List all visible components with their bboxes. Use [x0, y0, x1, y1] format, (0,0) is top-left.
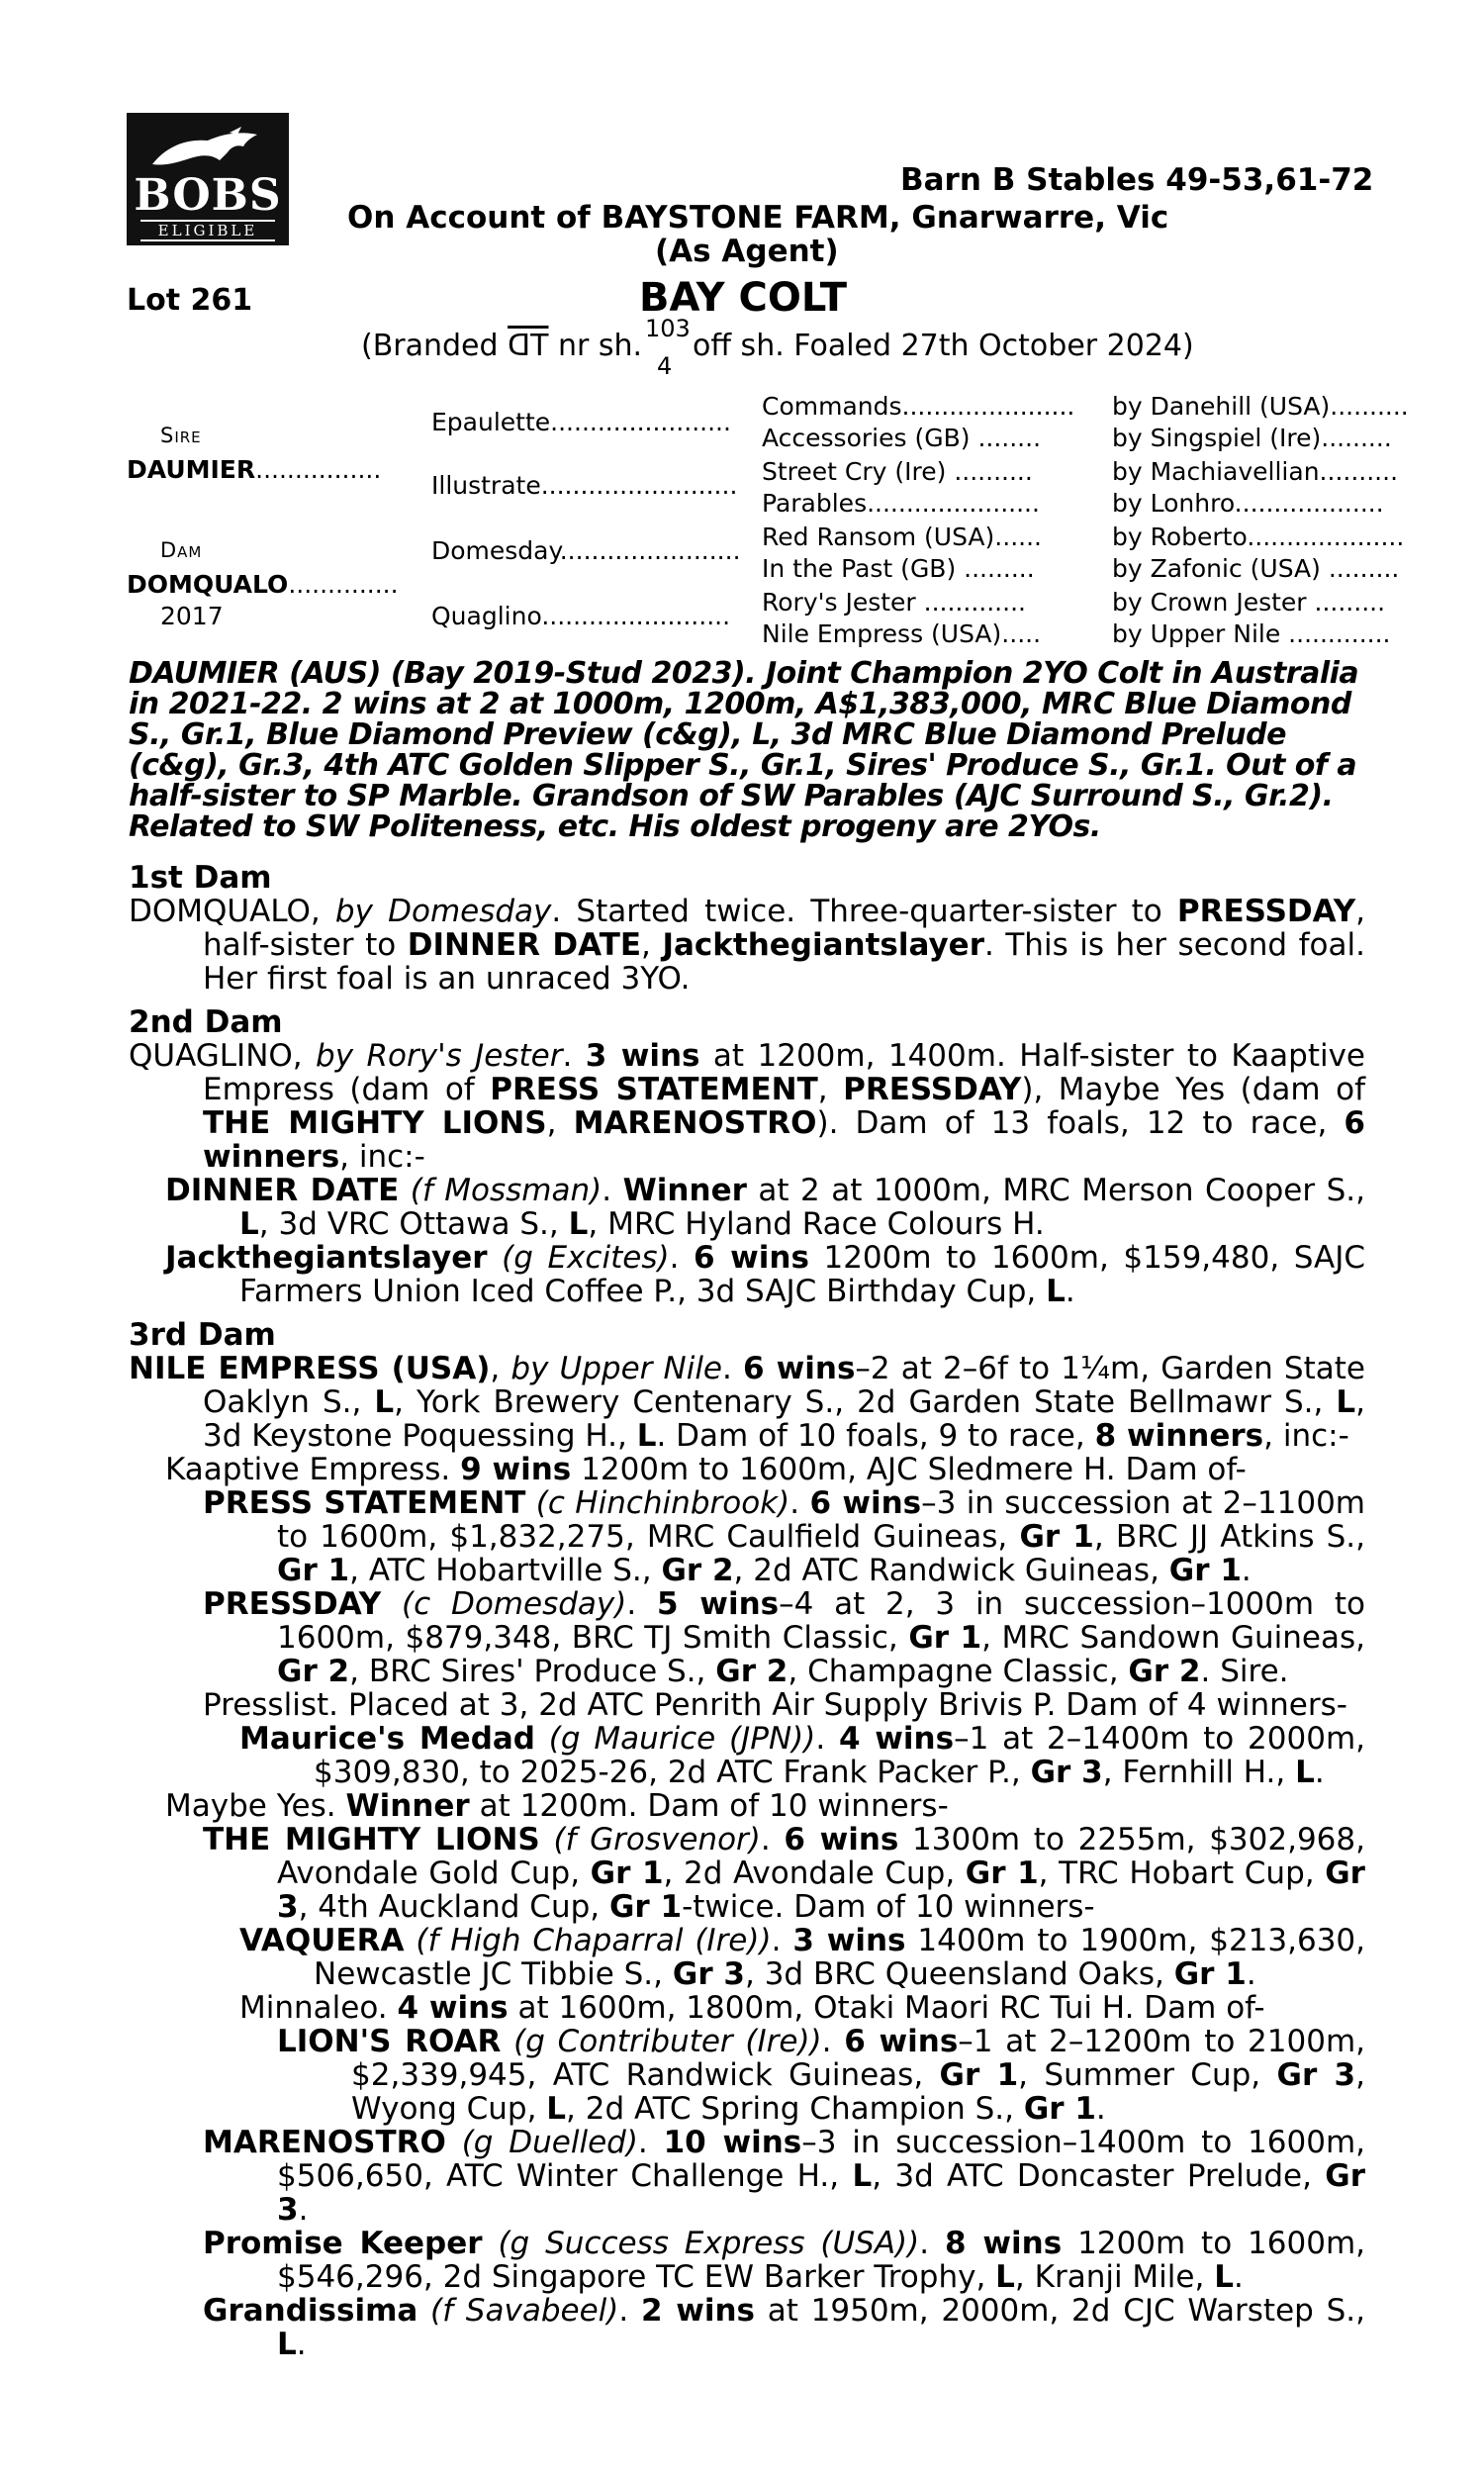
bold-text: Gr 3: [1276, 2057, 1356, 2093]
text-run: .: [618, 2293, 641, 2329]
text-run: –4 at 2, 3 in succession–1000m to 1600m, $879,348, BRC TJ Smith Classic,: [277, 1586, 1365, 1656]
text-run: –2 at 2–6f to 1¼m, Garden State Oaklyn S.,: [203, 1351, 1365, 1420]
italic-text: (g Contributer (Ire)): [513, 2024, 822, 2059]
text-run: 1200m to 1600m, $159,480, SAJC Farmers Union Iced Coffee P., 3d SAJC Birthday Cup,: [239, 1240, 1366, 1309]
bold-text: L: [568, 1206, 589, 1242]
ggp-by-row: by Upper Nile .............: [1112, 619, 1391, 648]
dam-label: Dam: [160, 538, 203, 562]
text-run: .: [789, 1485, 810, 1521]
bold-text: 8 winners: [1094, 1418, 1264, 1454]
ggp-by: by Singspiel (Ire): [1112, 424, 1322, 452]
bold-text: Gr 3: [1030, 1755, 1103, 1790]
family-sections: [129, 861, 1365, 2361]
bold-text: LION'S ROAR: [277, 2024, 502, 2059]
bobs-logo: [127, 113, 289, 245]
text-run: , MRC Sandown Guineas,: [981, 1620, 1365, 1656]
bold-text: Gr 3: [672, 1956, 745, 1992]
sire-summary: DAUMIER (AUS) (Bay 2019-Stud 2023). Joint Champion 2YO Colt in Australia in 2021-22. 2 wins at 2 at 1000m, 1200m, A$1,383,000, MRC Blue Diamond S., Gr.1, Blue Diamond Preview (c&g), L, 3d MRC Blue Diamond Prelude (c&g), Gr.3, 4th ATC Golden Slipper S., Gr.1, Sires' Produce S., Gr.1. Out of a half-sister to SP Marble. Grandson of SW Parables (AJC Surround S., Gr.2). Related to SW Politeness, etc. His oldest progeny are 2YOs.: [129, 656, 1359, 844]
bold-text: 9 wins: [460, 1452, 572, 1487]
text-run: , 2d ATC Randwick Guineas,: [733, 1553, 1169, 1588]
bold-text: Gr 2: [277, 1654, 350, 1689]
text-run: . Started twice. Three-quarter-sister to: [551, 894, 1177, 929]
ggp-name: Parables: [762, 489, 868, 518]
family-entry: [129, 1688, 1365, 1722]
bold-text: 4 wins: [838, 1721, 955, 1757]
ggp-row: Parables......................: [762, 489, 1040, 518]
ggp-name: Red Ransom (USA): [762, 523, 995, 551]
text-run: , half-sister to: [203, 894, 1365, 963]
dam-paragraph: [129, 895, 1365, 996]
first-dam-section: [129, 861, 1365, 996]
brand-foaled: off sh. Foaled 27th October 2024): [693, 329, 1194, 363]
brand-prefix: (Branded: [361, 329, 499, 363]
bold-text: Gr 1: [1023, 2091, 1096, 2127]
family-entry: [129, 1039, 1365, 1174]
text-run: [483, 2226, 499, 2261]
bold-text: 8 wins: [945, 2226, 1063, 2261]
text-run: –1 at 2–1400m to 2000m, $309,830, to 2025-26, 2d ATC Frank Packer P.,: [314, 1721, 1365, 1790]
text-run: , TRC Hobart Cup,: [1038, 1856, 1326, 1891]
family-entry: [129, 1587, 1365, 1688]
bold-text: L: [1336, 1384, 1356, 1420]
text-run: , Fernhill H.,: [1102, 1755, 1296, 1790]
ggp-name: Rory's Jester: [762, 588, 916, 617]
ggp-row: Nile Empress (USA).....: [762, 619, 1042, 648]
ggp-by: by Roberto: [1112, 523, 1248, 551]
text-run: DOMQUALO,: [129, 894, 335, 929]
bold-text: VAQUERA: [239, 1923, 405, 1958]
family-entry: [129, 1789, 1365, 1823]
bold-text: Gr 1: [608, 1889, 683, 1925]
sire-name: DAUMIER: [127, 455, 256, 484]
text-run: [535, 1721, 549, 1757]
text-run: .: [771, 1923, 793, 1958]
ggp-by: by Zafonic (USA): [1112, 554, 1321, 583]
text-run: 1300m to 2255m, $302,968, Avondale Gold Cup,: [277, 1822, 1365, 1891]
text-run: . This is her second foal. Her first foal is an unraced 3YO.: [203, 927, 1365, 997]
family-entry: [129, 1174, 1365, 1241]
italic-text: (g Duelled): [461, 2125, 638, 2160]
text-run: , inc:-: [339, 1139, 425, 1175]
italic-text: by Upper Nile: [510, 1351, 723, 1386]
text-run: .: [602, 1173, 623, 1208]
italic-text: (g Maurice (JPN)): [548, 1721, 816, 1757]
bold-text: Gr 2: [1128, 1654, 1201, 1689]
text-run: .: [1065, 1274, 1075, 1309]
section-heading: 1st Dam: [129, 860, 272, 896]
sire-row: DAUMIER................: [127, 455, 382, 484]
text-run: , 3d BRC Queensland Oaks,: [744, 1956, 1174, 1992]
ggp-row: Accessories (GB) ........: [762, 424, 1042, 452]
bold-text: 6 wins: [694, 1240, 809, 1276]
text-run: 1400m to 1900m, $213,630, Newcastle JC Tibbie S.,: [314, 1923, 1365, 1992]
text-run: Minnaleo.: [239, 1990, 398, 2026]
text-run: , inc:-: [1263, 1418, 1349, 1454]
bold-text: Gr 1: [1019, 1519, 1094, 1555]
text-run: , York Brewery Centenary S., 2d Garden State Bellmawr S.,: [394, 1384, 1337, 1420]
text-run: [488, 1240, 503, 1276]
text-run: ,: [546, 1105, 574, 1141]
family-entry: [129, 1722, 1365, 1789]
italic-text: (g Excites): [502, 1240, 670, 1276]
text-run: , Kranji Mile,: [1014, 2259, 1215, 2295]
text-run: .: [1233, 2259, 1244, 2295]
bold-text: Gr 1: [1168, 1553, 1242, 1588]
text-run: 1200m to 1600m, $546,296, 2d Singapore TC EW Barker Trophy,: [277, 2226, 1365, 2295]
bold-text: 5 wins: [657, 1586, 780, 1622]
text-run: at 1950m, 2000m, 2d CJC Warstep S.,: [755, 2293, 1365, 2329]
sire-label: Sire: [160, 424, 202, 447]
text-run: , BRC Sires' Produce S.,: [349, 1654, 716, 1689]
page-title: BAY COLT: [639, 275, 848, 321]
bold-text: Gr 1: [939, 2057, 1019, 2093]
text-run: , MRC Hyland Race Colours H.: [588, 1206, 1045, 1242]
lot-number: Lot 261: [127, 283, 253, 318]
text-run: , 4th Auckland Cup,: [298, 1889, 609, 1925]
bold-text: Grandissima: [203, 2293, 418, 2329]
bold-text: NILE EMPRESS (USA): [129, 1351, 491, 1386]
bold-text: Jackthegiantslayer: [165, 1240, 488, 1276]
brand-mark: ᗡT: [508, 329, 549, 363]
ggp-by: by Upper Nile: [1112, 619, 1281, 648]
bold-text: L: [546, 2091, 567, 2127]
sire-sire-row: Epaulette.......................: [431, 408, 731, 436]
text-run: , 3d Keystone Poquessing H.,: [203, 1384, 1365, 1454]
text-run: at 2 at 1000m, MRC Merson Cooper S.,: [746, 1173, 1366, 1208]
ggp-by: by Crown Jester: [1112, 588, 1307, 617]
bold-text: 6 wins: [784, 1822, 899, 1857]
bold-text: L: [239, 1206, 259, 1242]
bold-text: 3 wins: [792, 1923, 906, 1958]
text-run: .: [815, 1721, 839, 1757]
text-run: .: [919, 2226, 945, 2261]
family-entry: [129, 2227, 1365, 2294]
text-run: QUAGLINO,: [129, 1038, 317, 1074]
text-run: [501, 2024, 513, 2059]
text-run: . Dam of 10 foals, 9 to race,: [656, 1418, 1095, 1454]
italic-text: (f Mossman): [410, 1173, 603, 1208]
bold-text: 2 wins: [640, 2293, 756, 2329]
family-entry: [129, 1924, 1365, 1991]
italic-text: (f High Chaparral (Ire)): [416, 1923, 772, 1958]
vendor-account: On Account of BAYSTONE FARM, Gnarwarre, Vic: [347, 200, 1169, 236]
italic-text: (f Grosvenor): [553, 1822, 761, 1857]
horse-head-icon: [146, 125, 269, 170]
bold-text: L: [1214, 2259, 1234, 2295]
text-run: at 1200m. Dam of 10 winners-: [469, 1788, 949, 1824]
bold-text: Winner: [622, 1173, 747, 1208]
family-entry: [129, 1352, 1365, 1453]
bold-text: 6 wins: [743, 1351, 856, 1386]
text-run: , 3d VRC Ottawa S.,: [258, 1206, 569, 1242]
bold-text: Gr 2: [715, 1654, 788, 1689]
stables-location: Barn B Stables 49-53,61-72: [900, 162, 1374, 198]
bold-text: 6 winners: [203, 1105, 1365, 1175]
section-heading: 3rd Dam: [129, 1317, 276, 1353]
logo-subtext: ELIGIBLE: [140, 220, 275, 241]
bold-text: PRESSDAY: [1176, 894, 1356, 929]
bold-text: Gr 1: [1173, 1956, 1247, 1992]
bold-text: L: [1046, 1274, 1066, 1309]
text-run: Kaaptive Empress.: [165, 1452, 461, 1487]
ggp-by-row: by Danehill (USA)..........: [1112, 392, 1409, 421]
logo-text: BOBS: [134, 170, 282, 221]
third-dam-section: [129, 1318, 1365, 2361]
text-run: , 2d Avondale Cup,: [663, 1856, 966, 1891]
sire-dam-row: Illustrate.........................: [431, 471, 738, 500]
dam-row: DOMQUALO..............: [127, 570, 399, 599]
family-entry: [129, 1991, 1365, 2025]
text-run: , BRC JJ Atkins S.,: [1093, 1519, 1365, 1555]
family-entry: [129, 1823, 1365, 1924]
ggp-by-row: by Machiavellian..........: [1112, 457, 1399, 486]
bold-text: 3 wins: [585, 1038, 700, 1074]
second-dam-section: [129, 1005, 1365, 1308]
ggp-by-row: by Crown Jester .........: [1112, 588, 1386, 617]
ggp-by-row: by Lonhro...................: [1112, 489, 1384, 518]
bold-text: L: [1295, 1755, 1315, 1790]
bold-text: Gr 3: [277, 2158, 1365, 2228]
ggp-name: Commands: [762, 392, 902, 421]
italic-text: by Rory's Jester: [316, 1038, 563, 1074]
ggp-name: Accessories (GB): [762, 424, 971, 452]
text-run: .: [1314, 1755, 1325, 1790]
dam-sire: Domesday: [431, 536, 560, 565]
dam-sire-row: Domesday.......................: [431, 536, 741, 565]
text-run: .: [637, 2125, 664, 2160]
bold-text: Gr 1: [277, 1553, 350, 1588]
text-run: .: [296, 2327, 307, 2362]
family-entry: [129, 1486, 1365, 1587]
text-run: .: [760, 1822, 785, 1857]
ggp-row: In the Past (GB) .........: [762, 554, 1035, 583]
bold-text: L: [852, 2158, 873, 2194]
bold-text: Gr 3: [277, 1856, 1365, 1925]
text-run: [540, 1822, 554, 1857]
bold-text: PRESSDAY: [203, 1586, 382, 1622]
text-run: -twice. Dam of 10 winners-: [682, 1889, 1095, 1925]
text-run: –3 in succession–1400m to 1600m, $506,650, ATC Winter Challenge H.,: [277, 2125, 1366, 2194]
bold-text: 4 wins: [397, 1990, 509, 2026]
bold-text: L: [374, 1384, 395, 1420]
bold-text: 6 wins: [809, 1485, 922, 1521]
bold-text: Gr 1: [965, 1856, 1039, 1891]
text-run: at 1600m, 1800m, Otaki Maori RC Tui H. Dam of-: [508, 1990, 1265, 2026]
italic-text: by Domesday: [334, 894, 552, 929]
italic-text: (c Hinchinbrook): [535, 1485, 790, 1521]
text-run: ,: [490, 1351, 511, 1386]
ggp-by-row: by Roberto....................: [1112, 523, 1405, 551]
text-run: .: [626, 1586, 657, 1622]
text-run: –1 at 2–1200m to 2100m, $2,339,945, ATC Randwick Guineas,: [351, 2024, 1366, 2093]
bold-text: PRESS STATEMENT: [490, 1072, 818, 1107]
bold-text: Jackthegiantslayer: [662, 927, 984, 963]
vendor-agent: (As Agent): [655, 234, 839, 269]
sire-sire: Epaulette: [431, 408, 551, 436]
ggp-by: by Danehill (USA): [1112, 392, 1331, 421]
text-run: , ATC Hobartville S.,: [349, 1553, 662, 1588]
text-run: .: [669, 1240, 695, 1276]
brand-fraction-numerator: 103: [645, 315, 691, 342]
bold-text: Promise Keeper: [203, 2226, 483, 2261]
brand-fraction-denominator: 4: [657, 352, 673, 380]
ggp-by: by Machiavellian: [1112, 457, 1320, 486]
bold-text: THE MIGHTY LIONS: [203, 1822, 540, 1857]
ggp-by-row: by Zafonic (USA) .........: [1112, 554, 1400, 583]
bold-text: DINNER DATE: [407, 927, 642, 963]
ggp-name: Nile Empress (USA): [762, 619, 1002, 648]
bold-text: Maurice's Medad: [239, 1721, 535, 1757]
text-run: Presslist. Placed at 3, 2d ATC Penrith Air Supply Brivis P. Dam of 4 winners-: [203, 1687, 1347, 1723]
text-run: , Summer Cup,: [1018, 2057, 1277, 2093]
ggp-row: Rory's Jester .............: [762, 588, 1026, 617]
bold-text: MARENOSTRO: [573, 1105, 817, 1141]
ggp-by-row: by Singspiel (Ire).........: [1112, 424, 1392, 452]
ggp-row: Commands......................: [762, 392, 1075, 421]
brand-line: [361, 329, 642, 363]
dam-name: DOMQUALO: [127, 570, 289, 599]
text-run: .: [722, 1351, 743, 1386]
text-run: , 2d ATC Spring Champion S.,: [566, 2091, 1024, 2127]
text-run: 1200m to 1600m, AJC Sledmere H. Dam of-: [571, 1452, 1247, 1487]
text-run: , Champagne Classic,: [788, 1654, 1129, 1689]
text-run: .: [1241, 1553, 1252, 1588]
ggp-by: by Lonhro: [1112, 489, 1235, 518]
text-run: . Sire.: [1200, 1654, 1289, 1689]
text-run: .: [1095, 2091, 1106, 2127]
bold-text: PRESSDAY: [843, 1072, 1022, 1107]
bold-text: Winner: [345, 1788, 470, 1824]
family-entry: [129, 2126, 1365, 2227]
dam-paragraphs: [129, 1039, 1365, 1308]
bold-text: Gr 2: [661, 1553, 734, 1588]
dam-paragraphs: [129, 1352, 1365, 2361]
dam-dam-row: Quaglino........................: [431, 602, 731, 630]
text-run: [417, 2293, 430, 2329]
text-run: [381, 1586, 402, 1622]
ggp-row: Red Ransom (USA)......: [762, 523, 1042, 551]
dam-foaled-year: 2017: [160, 602, 224, 630]
text-run: .: [562, 1038, 586, 1074]
bold-text: L: [636, 1418, 657, 1454]
family-entry: [129, 1453, 1365, 1486]
text-run: ), Maybe Yes (dam of: [1021, 1072, 1365, 1107]
brand-near: nr sh.: [558, 329, 643, 363]
ggp-name: In the Past (GB): [762, 554, 957, 583]
text-run: , 3d ATC Doncaster Prelude,: [872, 2158, 1326, 2194]
text-run: at 1200m, 1400m. Half-sister to Kaaptive Empress (dam of: [203, 1038, 1366, 1107]
bold-text: 6 wins: [844, 2024, 959, 2059]
family-entry: [129, 2294, 1365, 2361]
bold-text: L: [995, 2259, 1015, 2295]
text-run: .: [1246, 1956, 1256, 1992]
text-run: , Wyong Cup,: [351, 2057, 1365, 2127]
family-entry: [129, 1241, 1365, 1308]
text-run: Maybe Yes.: [165, 1788, 346, 1824]
bold-text: Gr 1: [590, 1856, 664, 1891]
text-run: ,: [641, 927, 663, 963]
section-heading: 2nd Dam: [129, 1004, 283, 1040]
text-run: ). Dam of 13 foals, 12 to race,: [816, 1105, 1345, 1141]
bold-text: Gr 1: [908, 1620, 982, 1656]
text-run: [446, 2125, 462, 2160]
text-run: ,: [817, 1072, 844, 1107]
italic-text: (c Domesday): [402, 1586, 627, 1622]
italic-text: (f Savabeel): [430, 2293, 619, 2329]
bold-text: DINNER DATE: [165, 1173, 400, 1208]
italic-text: (g Success Express (USA)): [498, 2226, 920, 2261]
bold-text: 10 wins: [663, 2125, 802, 2160]
text-run: .: [298, 2192, 309, 2228]
text-run: .: [821, 2024, 845, 2059]
dam-dam: Quaglino: [431, 602, 542, 630]
sire-dam: Illustrate: [431, 471, 541, 500]
text-run: [399, 1173, 411, 1208]
text-run: –3 in succession at 2–1100m to 1600m, $1,832,275, MRC Caulfield Guineas,: [277, 1485, 1365, 1555]
bold-text: MARENOSTRO: [203, 2125, 446, 2160]
ggp-name: Street Cry (Ire): [762, 457, 947, 486]
text-run: [525, 1485, 535, 1521]
family-entry: [129, 2025, 1365, 2126]
bold-text: PRESS STATEMENT: [203, 1485, 526, 1521]
text-run: [404, 1923, 416, 1958]
bold-text: THE MIGHTY LIONS: [203, 1105, 547, 1141]
ggp-row: Street Cry (Ire) ..........: [762, 457, 1033, 486]
bold-text: L: [277, 2327, 297, 2362]
